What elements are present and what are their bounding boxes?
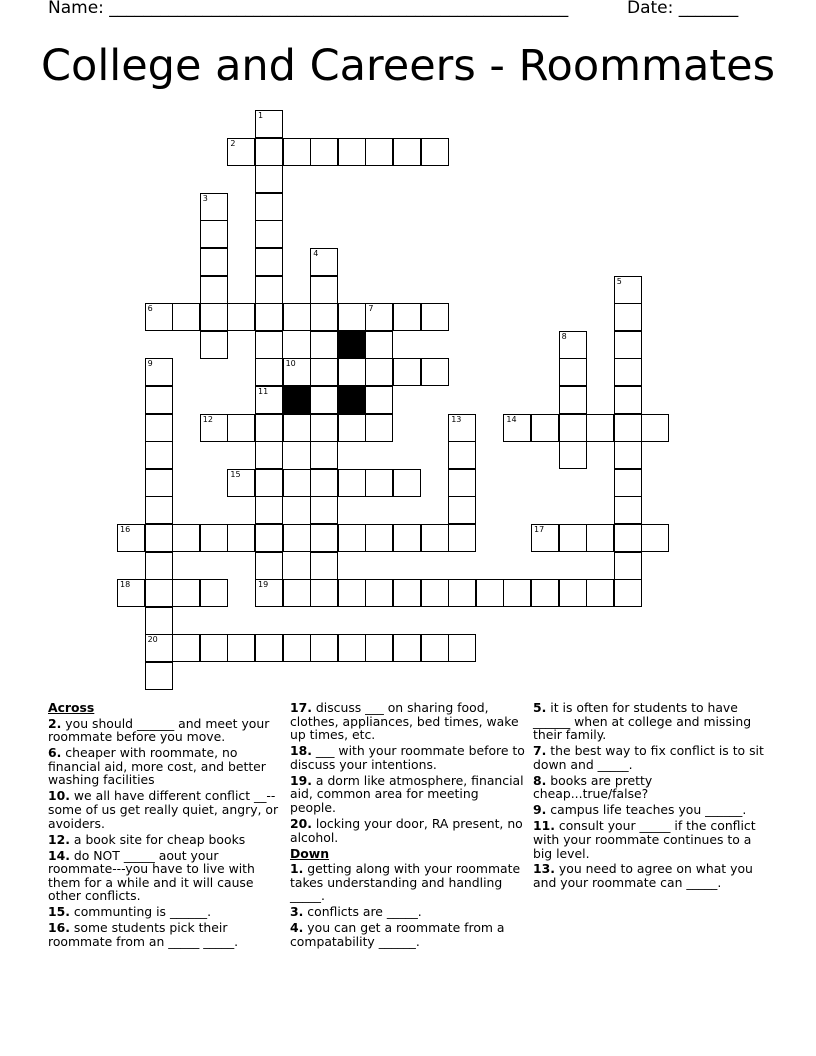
crossword-cell[interactable]: [227, 303, 255, 331]
clue-number: 8: [561, 331, 567, 341]
crossword-cell[interactable]: [559, 331, 587, 359]
crossword-cell[interactable]: [310, 138, 338, 166]
clue-number: 7: [368, 304, 374, 314]
crossword-cell[interactable]: [172, 579, 200, 607]
crossword-cell[interactable]: [393, 469, 421, 497]
blocked-cell: [338, 331, 366, 359]
clue-item: [48, 849, 280, 903]
crossword-cell[interactable]: [200, 193, 228, 221]
clue-text: ___ with your roommate before to discuss your intentions.: [290, 743, 525, 772]
clue-number: 6: [147, 304, 153, 314]
crossword-cell[interactable]: [448, 579, 476, 607]
crossword-cell[interactable]: [283, 358, 311, 386]
crossword-cell[interactable]: [338, 303, 366, 331]
crossword-cell[interactable]: [310, 386, 338, 414]
crossword-cell[interactable]: [117, 524, 145, 552]
clue-text: you can get a roommate from a compatability ______.: [290, 920, 505, 949]
clue-item: [290, 817, 526, 844]
crossword-cell[interactable]: [255, 138, 283, 166]
crossword-cell[interactable]: [614, 441, 642, 469]
crossword-cell[interactable]: [448, 634, 476, 662]
crossword-cell[interactable]: [227, 469, 255, 497]
clue-item: [290, 744, 526, 771]
crossword-cell[interactable]: [531, 524, 559, 552]
crossword-cell[interactable]: [614, 552, 642, 580]
crossword-cell[interactable]: [559, 441, 587, 469]
crossword-cell[interactable]: [338, 634, 366, 662]
crossword-cell[interactable]: [393, 579, 421, 607]
clue-text: discuss ___ on sharing food, clothes, appliances, bed times, wake up times, etc.: [290, 700, 519, 743]
blocked-cell: [338, 386, 366, 414]
clue-item: [533, 803, 769, 817]
clue-item: [290, 905, 526, 919]
clue-number-label: 5.: [533, 700, 547, 715]
clue-number: 11: [258, 387, 269, 396]
crossword-cell[interactable]: [255, 441, 283, 469]
clue-number: 4: [313, 249, 319, 258]
clue-item: [290, 921, 526, 948]
crossword-cell[interactable]: [145, 358, 173, 386]
crossword-cell[interactable]: [310, 358, 338, 386]
crossword-cell[interactable]: [145, 662, 173, 690]
crossword-cell[interactable]: [255, 552, 283, 580]
page-title: College and Careers - Roommates: [40, 41, 776, 91]
crossword-cell[interactable]: [200, 634, 228, 662]
crossword-cell[interactable]: [310, 441, 338, 469]
crossword-cell[interactable]: [255, 414, 283, 442]
clue-text: communting is ______.: [73, 904, 212, 920]
clue-item: [290, 701, 526, 742]
clue-number: 15: [230, 469, 241, 479]
clue-item: [533, 862, 769, 889]
crossword-cell[interactable]: [255, 496, 283, 524]
clue-text: some students pick their roommate from an _____ _____.: [48, 920, 239, 949]
clue-number-label: 12.: [48, 831, 70, 847]
crossword-cell[interactable]: [227, 524, 255, 552]
crossword-cell[interactable]: [641, 524, 669, 552]
clue-item: [48, 833, 280, 847]
crossword-cell[interactable]: [614, 469, 642, 497]
crossword-cell[interactable]: [310, 552, 338, 580]
crossword-cell[interactable]: [283, 303, 311, 331]
clue-number-label: 17.: [290, 700, 312, 715]
crossword-cell[interactable]: [338, 414, 366, 442]
clue-column-1: [48, 701, 280, 951]
crossword-cell[interactable]: [365, 303, 393, 331]
crossword-cell[interactable]: [448, 524, 476, 552]
crossword-cell[interactable]: [365, 579, 393, 607]
crossword-cell[interactable]: [476, 579, 504, 607]
crossword-cell[interactable]: [365, 331, 393, 359]
clue-text: books are pretty cheap...true/false?: [533, 772, 653, 802]
clue-text: a dorm like atmosphere, financial aid, common area for meeting people.: [290, 772, 524, 815]
crossword-cell[interactable]: [172, 303, 200, 331]
crossword-cell[interactable]: [614, 414, 642, 442]
crossword-cell[interactable]: [145, 303, 173, 331]
crossword-cell[interactable]: [255, 331, 283, 359]
crossword-cell[interactable]: [503, 579, 531, 607]
clue-column-3: [533, 701, 769, 892]
crossword-cell[interactable]: [448, 469, 476, 497]
section-heading: Down: [290, 845, 330, 861]
crossword-cell[interactable]: [393, 524, 421, 552]
crossword-cell[interactable]: [172, 524, 200, 552]
clue-number: 2: [230, 138, 236, 148]
crossword-cell[interactable]: [283, 469, 311, 497]
crossword-cell[interactable]: [365, 524, 393, 552]
crossword-cell[interactable]: [145, 469, 173, 497]
clue-item: [533, 819, 769, 860]
crossword-cell[interactable]: [117, 579, 145, 607]
crossword-cell[interactable]: [421, 524, 449, 552]
clue-number-label: 20.: [290, 815, 312, 831]
crossword-cell[interactable]: [365, 469, 393, 497]
crossword-cell[interactable]: [145, 441, 173, 469]
crossword-cell[interactable]: [283, 579, 311, 607]
clue-item: [290, 774, 526, 815]
clue-text: cheaper with roommate, no financial aid, more cost, and better washing facilities: [48, 745, 266, 788]
crossword-cell[interactable]: [200, 220, 228, 248]
crossword-cell[interactable]: [365, 386, 393, 414]
crossword-cell[interactable]: [393, 138, 421, 166]
clue-item: [48, 789, 280, 830]
crossword-cell[interactable]: [145, 496, 173, 524]
crossword-cell[interactable]: [365, 634, 393, 662]
blocked-cell: [283, 386, 311, 414]
crossword-cell[interactable]: [255, 524, 283, 552]
clue-text: you should ______ and meet your roommate before you move.: [48, 715, 270, 745]
crossword-cell[interactable]: [200, 579, 228, 607]
crossword-cell[interactable]: [200, 248, 228, 276]
clue-text: conflicts are _____.: [307, 904, 422, 920]
clue-number: 13: [451, 414, 462, 424]
crossword-cell[interactable]: [255, 165, 283, 193]
crossword-cell[interactable]: [255, 634, 283, 662]
clue-number: 3: [202, 193, 208, 203]
clue-text: you need to agree on what you and your roommate can _____.: [533, 861, 753, 891]
crossword-cell[interactable]: [255, 579, 283, 607]
clue-text: the best way to fix conflict is to sit down and _____.: [533, 743, 764, 772]
clue-number: 1: [258, 111, 264, 120]
clue-number-label: 10.: [48, 788, 70, 804]
clue-item: [533, 774, 769, 801]
crossword-cell[interactable]: [421, 303, 449, 331]
crossword-cell[interactable]: [338, 469, 366, 497]
crossword-cell[interactable]: [421, 579, 449, 607]
crossword-cell[interactable]: [614, 276, 642, 304]
crossword-cell[interactable]: [255, 469, 283, 497]
crossword-cell[interactable]: [365, 138, 393, 166]
crossword-cell[interactable]: [393, 358, 421, 386]
clue-number-label: 7.: [533, 743, 547, 759]
crossword-cell[interactable]: [365, 414, 393, 442]
crossword-cell[interactable]: [614, 303, 642, 331]
clue-number-label: 1.: [290, 861, 304, 877]
crossword-cell[interactable]: [393, 303, 421, 331]
clue-text: do NOT _____ aout your roommate---you have to live with them for a while and it will cause other conflicts.: [48, 847, 255, 904]
crossword-cell[interactable]: [338, 358, 366, 386]
crossword-cell[interactable]: [559, 579, 587, 607]
crossword-cell[interactable]: [283, 634, 311, 662]
crossword-cell[interactable]: [559, 524, 587, 552]
crossword-cell[interactable]: [365, 358, 393, 386]
crossword-cell[interactable]: [255, 358, 283, 386]
crossword-cell[interactable]: [559, 358, 587, 386]
clue-number: 19: [258, 580, 269, 590]
crossword-cell[interactable]: [338, 524, 366, 552]
crossword-cell[interactable]: [614, 386, 642, 414]
crossword-cell[interactable]: [145, 579, 173, 607]
crossword-cell[interactable]: [255, 386, 283, 414]
crossword-cell[interactable]: [255, 248, 283, 276]
crossword-cell[interactable]: [227, 414, 255, 442]
crossword-cell[interactable]: [614, 579, 642, 607]
crossword-cell[interactable]: [586, 414, 614, 442]
crossword-cell[interactable]: [310, 331, 338, 359]
crossword-cell[interactable]: [255, 276, 283, 304]
date-field[interactable]: Date: _______: [627, 0, 739, 18]
crossword-cell[interactable]: [338, 579, 366, 607]
clue-text: campus life teaches you ______.: [550, 802, 747, 818]
crossword-cell[interactable]: [421, 358, 449, 386]
section-heading: Across: [48, 700, 95, 715]
clue-number-label: 9.: [533, 802, 547, 818]
clue-item: [48, 746, 280, 787]
clue-number-label: 13.: [533, 861, 555, 877]
crossword-cell[interactable]: [614, 358, 642, 386]
crossword-cell[interactable]: [641, 414, 669, 442]
clue-item: [48, 717, 280, 744]
crossword-cell[interactable]: [559, 414, 587, 442]
clue-number-label: 11.: [533, 818, 555, 834]
crossword-cell[interactable]: [310, 414, 338, 442]
clue-text: locking your door, RA present, no alcohol.: [290, 815, 523, 845]
clue-number-label: 15.: [48, 904, 70, 920]
clue-number-label: 19.: [290, 772, 312, 788]
clue-text: consult your _____ if the conflict with your roommate continues to a big level.: [533, 818, 756, 861]
clue-text: we all have different conflict __--some of us get really quiet, angry, or avoiders.: [48, 788, 279, 831]
crossword-cell[interactable]: [227, 138, 255, 166]
clue-text: a book site for cheap books: [73, 831, 246, 847]
crossword-cell[interactable]: [283, 138, 311, 166]
clue-number-label: 2.: [48, 715, 62, 731]
clue-item: [48, 905, 280, 919]
crossword-cell[interactable]: [227, 634, 255, 662]
crossword-cell[interactable]: [255, 110, 283, 138]
crossword-cell[interactable]: [255, 303, 283, 331]
crossword-cell[interactable]: [531, 414, 559, 442]
crossword-cell[interactable]: [145, 634, 173, 662]
crossword-cell[interactable]: [200, 276, 228, 304]
clue-item: [48, 921, 280, 948]
crossword-cell[interactable]: [614, 524, 642, 552]
crossword-cell[interactable]: [310, 276, 338, 304]
crossword-cell[interactable]: [448, 496, 476, 524]
crossword-cell[interactable]: [421, 138, 449, 166]
crossword-cell[interactable]: [586, 524, 614, 552]
clue-text: it is often for students to have ______ when at college and missing their family.: [533, 700, 752, 743]
clue-number-label: 8.: [533, 772, 547, 788]
crossword-cell[interactable]: [614, 496, 642, 524]
crossword-cell[interactable]: [145, 524, 173, 552]
clue-number: 20: [147, 635, 158, 645]
clue-number-label: 4.: [290, 920, 304, 936]
crossword-cell[interactable]: [145, 552, 173, 580]
clue-number-label: 16.: [48, 920, 70, 936]
crossword-cell[interactable]: [614, 331, 642, 359]
crossword-cell[interactable]: [255, 220, 283, 248]
crossword-cell[interactable]: [448, 441, 476, 469]
crossword-cell[interactable]: [172, 634, 200, 662]
clue-column-2: [290, 701, 526, 951]
crossword-cell[interactable]: [531, 579, 559, 607]
crossword-cell[interactable]: [255, 193, 283, 221]
clue-item: [533, 744, 769, 771]
clue-number: 10: [285, 359, 296, 369]
name-field[interactable]: Name: ______________________________________________________: [48, 0, 569, 18]
crossword-cell[interactable]: [586, 579, 614, 607]
clue-number: 9: [147, 359, 153, 369]
crossword-cell[interactable]: [448, 414, 476, 442]
crossword-cell[interactable]: [283, 414, 311, 442]
clue-number: 16: [120, 525, 131, 534]
crossword-cell[interactable]: [393, 634, 421, 662]
crossword-cell[interactable]: [310, 524, 338, 552]
crossword-cell[interactable]: [200, 331, 228, 359]
clue-number-label: 3.: [290, 904, 304, 920]
crossword-cell[interactable]: [200, 303, 228, 331]
clue-number: 14: [506, 414, 517, 424]
crossword-cell[interactable]: [503, 414, 531, 442]
clue-number-label: 14.: [48, 847, 70, 863]
crossword-cell[interactable]: [145, 414, 173, 442]
clue-number: 17: [534, 525, 545, 534]
crossword-cell[interactable]: [200, 524, 228, 552]
clue-item: [533, 701, 769, 742]
crossword-cell[interactable]: [310, 579, 338, 607]
crossword-cell[interactable]: [145, 607, 173, 635]
crossword-cell[interactable]: [310, 469, 338, 497]
clue-number: 18: [120, 580, 131, 590]
crossword-cell[interactable]: [145, 386, 173, 414]
crossword-cell[interactable]: [310, 496, 338, 524]
clue-number-label: 6.: [48, 745, 62, 761]
crossword-cell[interactable]: [200, 414, 228, 442]
crossword-cell[interactable]: [421, 634, 449, 662]
clue-number: 5: [616, 276, 622, 286]
crossword-cell[interactable]: [310, 303, 338, 331]
crossword-cell[interactable]: [283, 524, 311, 552]
crossword-cell[interactable]: [310, 634, 338, 662]
clue-item: [290, 862, 526, 903]
clue-number: 12: [202, 414, 213, 424]
clue-number-label: 18.: [290, 743, 312, 759]
crossword-cell[interactable]: [338, 138, 366, 166]
clue-text: getting along with your roommate takes understanding and handling _____.: [290, 861, 521, 904]
crossword-cell[interactable]: [559, 386, 587, 414]
crossword-cell[interactable]: [310, 248, 338, 276]
